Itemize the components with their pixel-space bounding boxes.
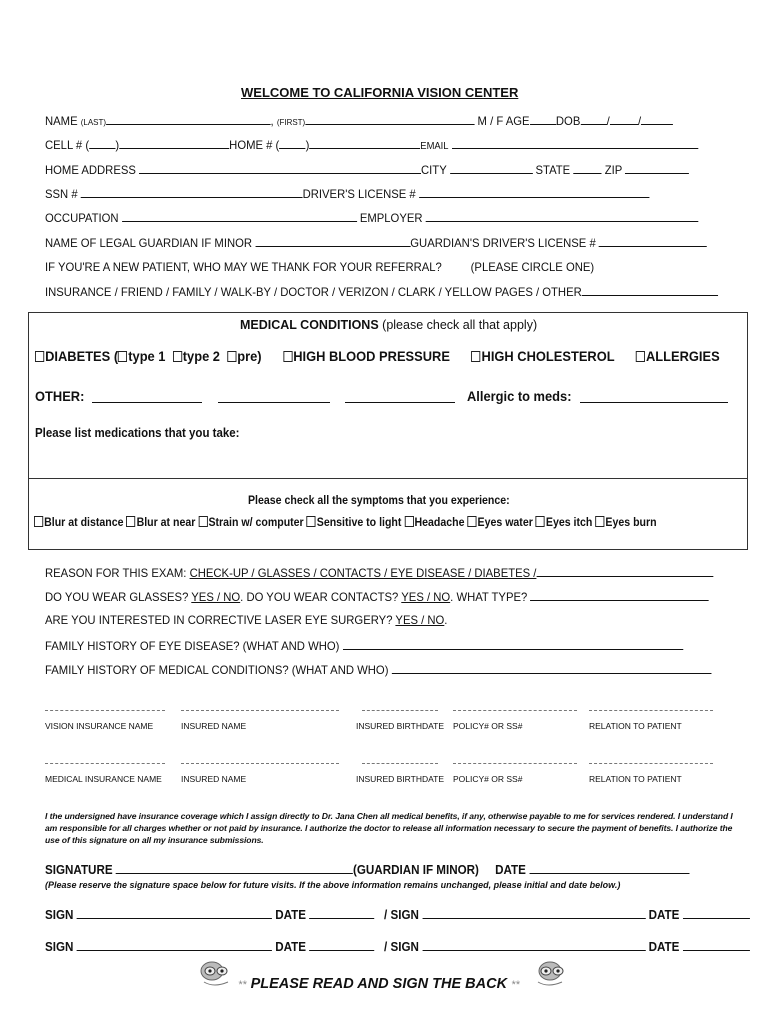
city-label: CITY [421,163,447,177]
medical-insured-name-label: INSURED NAME [181,774,247,784]
reason-other-field[interactable] [536,565,713,577]
footer-row [238,976,520,992]
date-field-1a[interactable] [309,907,374,919]
eyes-icon [198,960,238,988]
reason-label: REASON FOR THIS EXAM: [45,566,187,580]
signature-date-label: DATE [495,863,526,877]
medical-relation-field[interactable] [589,763,713,764]
medications-label: Please list medications that you take: [35,426,240,440]
symptom-headache: Headache [414,517,465,529]
eyes-icon [530,960,570,988]
symptoms-heading: Please check all the symptoms that you experience: [248,495,510,507]
cholesterol-label: HIGH CHOLESTEROL [481,348,615,364]
home-close: ) [305,138,310,152]
other-field-2[interactable] [218,402,330,403]
symptom-checkbox[interactable] [404,516,413,527]
home-area-field[interactable] [279,137,305,149]
date-field-2a[interactable] [309,939,374,951]
symptom-blur-distance: Blur at distance [44,517,124,529]
age-field[interactable] [530,113,556,125]
contacts-question: DO YOU WEAR CONTACTS? [246,590,399,604]
ssn-row [45,186,649,201]
cell-close: ) [115,138,120,152]
symptom-checkbox[interactable] [34,516,43,527]
type1-label: type 1 [128,348,166,364]
medical-insured-birthdate-label: INSURED BIRTHDATE [356,774,445,784]
other-field-1[interactable] [92,402,202,403]
symptom-checkbox[interactable] [198,516,207,527]
dob-sep: / [638,114,642,128]
family-med-label: FAMILY HISTORY OF MEDICAL CONDITIONS? (WHAT AND WHO) [45,663,389,677]
date-label: DATE [648,908,680,922]
sign-label: SIGN [45,940,74,954]
sign-field-1b[interactable] [422,907,645,919]
symptom-sensitive-light: Sensitive to light [316,517,402,529]
sign-label: SIGN [45,908,74,922]
medical-insurance-name-field[interactable] [45,763,165,764]
referral-question: IF YOU'RE A NEW PATIENT, WHO MAY WE THANK FOR YOUR REFERRAL? [45,260,442,274]
date-label: DATE [648,940,680,954]
vision-insured-birthdate-label: INSURED BIRTHDATE [356,721,445,731]
email-label: EMAIL [420,141,449,152]
type1-checkbox[interactable] [118,351,127,362]
medical-policy-field[interactable] [453,763,577,764]
symptom-checkbox[interactable] [467,516,476,527]
medical-heading-note: (please check all that apply) [382,318,538,332]
what-type-label: WHAT TYPE? [456,590,528,604]
first-name-field[interactable] [305,113,474,125]
medical-heading-text: MEDICAL CONDITIONS [240,318,379,332]
pre-label: pre) [237,348,262,364]
dob-sep: / [606,114,610,128]
guardian-if-minor: (GUARDIAN IF MINOR) [352,863,479,877]
family-med-row [45,662,711,677]
medical-relation-label: RELATION TO PATIENT [589,774,682,784]
phone-row [45,137,698,152]
vision-insured-name-field[interactable] [181,710,339,711]
symptom-checkbox[interactable] [126,516,135,527]
symptom-checkbox[interactable] [595,516,604,527]
glasses-options[interactable]: YES / NO [191,590,241,604]
guardian-label: NAME OF LEGAL GUARDIAN IF MINOR [45,236,253,250]
vision-policy-label: POLICY# OR SS# [453,721,523,731]
family-eye-field[interactable] [343,638,683,650]
dl-field[interactable] [419,186,649,198]
other-field-3[interactable] [345,402,455,403]
footer-stars: ** [238,979,247,991]
vision-policy-field[interactable] [453,710,577,711]
dob-day-field[interactable] [610,113,638,125]
type2-checkbox[interactable] [173,351,182,362]
sign-field-1a[interactable] [77,907,272,919]
contacts-options[interactable]: YES / NO [401,590,451,604]
hbp-checkbox[interactable] [283,351,292,362]
allergic-meds-label: Allergic to meds: [467,388,572,404]
address-field[interactable] [139,162,421,174]
hbp-label: HIGH BLOOD PRESSURE [293,348,450,364]
signature-field[interactable] [116,862,353,874]
slash-sign-label: / SIGN [384,908,419,922]
name-row: NAME (LAST) , (FIRST) M / F AGE DOB / / [45,113,673,128]
sign-field-2a[interactable] [77,939,272,951]
laser-row: ARE YOU INTERESTED IN CORRECTIVE LASER EYE SURGERY? YES / NO. [45,613,448,627]
signature-note: (Please reserve the signature space below for future visits. If the above information remains unchanged, please initial and date below.) [45,880,621,890]
guardian-dl-field[interactable] [599,235,707,247]
footer-text: PLEASE READ AND SIGN THE BACK [250,976,508,992]
laser-options[interactable]: YES / NO [395,613,445,627]
occupation-row [45,210,698,225]
symptom-eyes-burn: Eyes burn [605,517,657,529]
email-field[interactable] [452,137,698,149]
sign-row-1 [45,907,750,922]
medical-heading [240,318,537,332]
address-row [45,162,689,177]
disclaimer-text: I the undersigned have insurance coverage which I assign directly to Dr. Jana Chen all medical benefits, if any, otherwise payable to me for services rendered. I understand I am responsible for all charges whether or not paid by insurance. I authorize the doctor to release all information necessary to secure the payment of benefits. I authorize the use of this signature on all my insurance submissions. [45,811,733,845]
allergies-label: ALLERGIES [645,348,720,364]
referral-question-row [45,260,594,274]
zip-label: ZIP [604,163,623,177]
first-label: (FIRST) [276,117,306,127]
signature-label: SIGNATURE [45,863,113,877]
allergic-meds-field[interactable] [580,402,728,403]
reason-row [45,565,713,580]
dob-year-field[interactable] [641,113,673,125]
vision-insurance-name-label: VISION INSURANCE NAME [45,721,154,731]
cell-area-field[interactable] [89,137,115,149]
dl-label: DRIVER'S LICENSE # [302,187,416,201]
name-label: NAME [45,114,78,128]
last-label: (LAST) [80,117,107,127]
symptom-checkbox[interactable] [307,516,316,527]
glasses-question: DO YOU WEAR GLASSES? [45,590,189,604]
symptom-blur-near: Blur at near [136,517,196,529]
employer-label: EMPLOYER [359,211,423,225]
date-field-2b[interactable] [683,939,750,951]
type2-label: type 2 [182,348,220,364]
home-phone-label: HOME # ( [229,138,280,152]
address-label: HOME ADDRESS [45,163,136,177]
ssn-label: SSN # [45,187,78,201]
box-divider [28,478,748,479]
referral-note: (PLEASE CIRCLE ONE) [470,260,595,274]
zip-field[interactable] [625,162,689,174]
vision-relation-label: RELATION TO PATIENT [589,721,682,731]
form-title: WELCOME TO CALIFORNIA VISION CENTER [241,85,519,100]
referral-options[interactable]: INSURANCE / FRIEND / FAMILY / WALK-BY / DOCTOR / VERIZON / CLARK / YELLOW PAGES / OTHER [45,285,582,299]
sign-field-2b[interactable] [422,939,645,951]
vision-insured-name-label: INSURED NAME [181,721,247,731]
vision-insured-birthdate-field[interactable] [362,710,438,711]
referral-options-row [45,284,718,299]
state-field[interactable] [573,162,601,174]
medical-insured-name-field[interactable] [181,763,339,764]
allergies-checkbox[interactable] [636,351,645,362]
date-label: DATE [275,940,306,954]
family-eye-label: FAMILY HISTORY OF EYE DISEASE? (WHAT AND WHO) [45,639,340,653]
dob-label: DOB [555,114,581,128]
symptom-checkbox[interactable] [536,516,545,527]
city-field[interactable] [450,162,533,174]
family-eye-row [45,638,683,653]
vision-insurance-name-field[interactable] [45,710,165,711]
family-med-field[interactable] [392,662,712,674]
occupation-field[interactable] [122,210,357,222]
other-label: OTHER: [35,388,85,404]
sign-row-2 [45,939,750,954]
footer-stars: ** [511,979,520,991]
symptoms-row [34,516,657,529]
employer-field[interactable] [426,210,699,222]
pre-checkbox[interactable] [227,351,236,362]
home-number-field[interactable] [309,137,420,149]
symptom-eyes-water: Eyes water [477,517,533,529]
occupation-label: OCCUPATION [45,211,119,225]
medical-insurance-name-label: MEDICAL INSURANCE NAME [45,774,162,784]
vision-relation-field[interactable] [589,710,713,711]
diabetes-label: DIABETES ( [45,348,119,364]
glasses-row: DO YOU WEAR GLASSES? YES / NO. DO YOU WEAR CONTACTS? YES / NO. WHAT TYPE? [45,589,709,604]
cell-label: CELL # ( [45,138,90,152]
contacts-type-field[interactable] [530,589,709,601]
slash-sign-label: / SIGN [384,940,419,954]
guardian-dl-label: GUARDIAN'S DRIVER'S LICENSE # [410,236,596,250]
reason-options[interactable]: CHECK-UP / GLASSES / CONTACTS / EYE DISEASE / DIABETES / [189,566,537,580]
signature-date-field[interactable] [529,862,689,874]
date-label: DATE [275,908,306,922]
symptom-eyes-itch: Eyes itch [545,517,593,529]
medical-insured-birthdate-field[interactable] [362,763,438,764]
symptom-strain-computer: Strain w/ computer [208,517,304,529]
conditions-row [35,348,720,364]
dob-month-field[interactable] [580,113,606,125]
mf-age-label: M / F AGE [477,114,530,128]
date-field-1b[interactable] [683,907,750,919]
diabetes-checkbox[interactable] [35,351,44,362]
medical-policy-label: POLICY# OR SS# [453,774,523,784]
last-name-field[interactable] [106,113,271,125]
cholesterol-checkbox[interactable] [471,351,480,362]
ssn-field[interactable] [81,186,303,198]
state-label: STATE [535,163,571,177]
laser-question: ARE YOU INTERESTED IN CORRECTIVE LASER EYE SURGERY? [45,613,393,627]
guardian-row [45,235,707,250]
referral-other-field[interactable] [582,284,718,296]
cell-number-field[interactable] [119,137,229,149]
guardian-field[interactable] [255,235,410,247]
signature-row [45,862,689,877]
